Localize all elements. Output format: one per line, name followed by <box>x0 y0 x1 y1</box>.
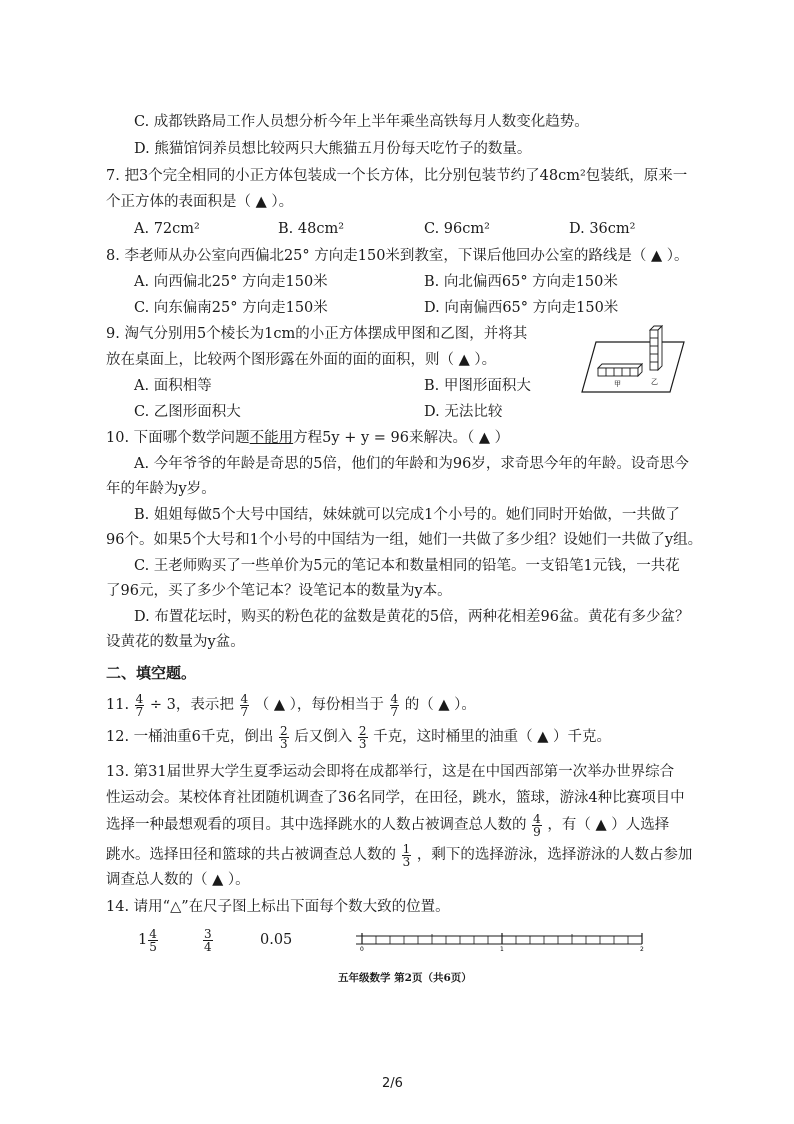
page-number: 2/6 <box>382 1076 403 1091</box>
q7-stem: 7. 把3个完全相同的小正方体包装成一个长方体，比分别包装节约了48cm²包装纸，原来一 <box>106 168 688 184</box>
q12-f1-den: 3 <box>280 736 288 751</box>
q10-option-b-cont: 96个。如果5个大号和1个小号的中国结为一组，她们一共做了多少组？设她们一共做了y组。 <box>106 532 703 548</box>
q12-f2-den: 3 <box>358 736 367 751</box>
jia-shape <box>598 364 642 376</box>
q13-f1-den: 9 <box>533 824 541 839</box>
q13-line-3 <box>106 810 669 840</box>
label-jia: 甲 <box>614 380 621 388</box>
q7-option-a: A. 72cm² <box>134 221 200 237</box>
q11-f1-num: 4 <box>135 691 144 706</box>
q12-fraction-1 <box>279 725 289 750</box>
q13-line-4-text: 跳水。选择田径和篮球的共占被调查总人数的 <box>106 847 396 863</box>
q8-option-a: A. 向西偏北25° 方向走150米 <box>134 274 328 290</box>
q10-option-b: B. 姐姐每做5个大号中国结，妹妹就可以完成1个小号的。她们同时开始做，一共做了 <box>134 507 680 523</box>
q11-fraction-1 <box>135 693 145 718</box>
q12-text-2: 后又倒入 <box>294 729 353 745</box>
q9-option-a: A. 面积相等 <box>134 378 212 394</box>
q10-option-a: A. 今年爷爷的年龄是奇思的5倍，他们的年龄和为96岁，求奇思今年的年龄。设奇思今 <box>134 456 689 472</box>
q13-line-4 <box>106 840 692 870</box>
q14-n2-den: 4 <box>204 939 212 954</box>
ruler-label: 2 <box>640 946 644 952</box>
q13-line-2: 性运动会。某校体育社团随机调查了36名同学，在田径，跳水，篮球，游泳4种比赛项目中 <box>106 790 685 806</box>
q13-f2-num: 1 <box>402 841 411 856</box>
q13-line-4-tail: ，剩下的选择游泳，选择游泳的人数占参加 <box>416 847 693 863</box>
q11 <box>106 690 476 720</box>
q11-f1-den: 7 <box>135 704 144 719</box>
q6-option-d: D. 熊猫馆饲养员想比较两只大熊猫五月份每天吃竹子的数量。 <box>134 141 532 157</box>
q10-stem-pre: 10. 下面哪个数学问题 <box>106 430 250 446</box>
q9-option-d: D. 无法比较 <box>424 404 503 420</box>
q14-number-2 <box>202 922 214 958</box>
q11-text-1: ÷ 3，表示把 <box>149 697 234 713</box>
q10-option-a-cont: 年的年龄为y岁。 <box>106 481 216 497</box>
ruler-label: 1 <box>500 946 504 952</box>
q10-stem-underlined: 不能用 <box>249 430 294 446</box>
q11-text-2: （ ▲ ），每份相当于 <box>254 697 384 713</box>
ruler-label: 0 <box>360 946 364 952</box>
q12 <box>106 722 611 752</box>
q10-stem <box>106 428 509 448</box>
q10-option-d: D. 布置花坛时，购买的粉色花的盆数是黄花的5倍，两种花相差96盆。黄花有多少盆？ <box>134 609 690 625</box>
q10-stem-post: 方程5y + y = 96来解决。（ ▲ ） <box>293 430 510 446</box>
q11-f2-num: 4 <box>240 691 249 706</box>
q7-stem-cont: 个正方体的表面积是（ ▲ ）。 <box>106 194 294 210</box>
q9-stem: 9. 淘气分别用5个棱长为1cm的小正方体摆成甲图和乙图，并将其 <box>106 326 528 342</box>
q9-stem-cont: 放在桌面上，比较两个图形露在外面的面的面积，则（ ▲ ）。 <box>106 352 497 368</box>
q6-option-c: C. 成都铁路局工作人员想分析今年上半年乘坐高铁每月人数变化趋势。 <box>134 114 589 130</box>
q13-fraction-1 <box>532 813 542 838</box>
q14-ruler <box>352 930 644 952</box>
q12-text-1: 12. 一桶油重6千克，倒出 <box>106 729 274 745</box>
q13-line-5: 调查总人数的（ ▲ ）。 <box>106 872 250 888</box>
q14-number-1 <box>138 922 159 958</box>
q8-stem: 8. 李老师从办公室向西偏北25° 方向走150米到教室，下课后他回办公室的路线是（ ▲ ）。 <box>106 248 689 264</box>
q10-option-c-cont: 了96元，买了多少个笔记本？设笔记本的数量为y本。 <box>106 583 452 599</box>
q8-option-c: C. 向东偏南25° 方向走150米 <box>134 300 328 316</box>
q14-stem: 14. 请用“△”在尺子图上标出下面每个数大致的位置。 <box>106 899 450 915</box>
q14-n2-fraction <box>203 928 213 953</box>
q12-fraction-2 <box>358 725 368 750</box>
q14-n2-num: 3 <box>204 926 212 941</box>
q11-f2-den: 7 <box>240 704 249 719</box>
q13-fraction-2 <box>402 843 412 868</box>
q11-fraction-2 <box>240 693 250 718</box>
q14-n1-fraction <box>148 928 158 953</box>
q12-f1-num: 2 <box>280 723 288 738</box>
q12-f2-num: 2 <box>358 723 367 738</box>
q13-f2-den: 3 <box>402 854 411 869</box>
q14-n1-num: 4 <box>149 926 157 941</box>
q7-option-d: D. 36cm² <box>569 221 636 237</box>
q8-option-d: D. 向南偏西65° 方向走150米 <box>424 300 619 316</box>
q9-option-c: C. 乙图形面积大 <box>134 404 241 420</box>
q11-f3-num: 4 <box>390 691 399 706</box>
q14-n1-den: 5 <box>149 939 157 954</box>
q9-cube-figure <box>578 324 688 396</box>
q11-fraction-3 <box>390 693 400 718</box>
q13-line-3-tail: ，有（ ▲ ）人选择 <box>547 817 670 833</box>
q11-text-3: 的（ ▲ ）。 <box>404 697 476 713</box>
q7-option-b: B. 48cm² <box>278 221 345 237</box>
q11-number: 11. <box>106 697 130 713</box>
q14-number-3: 0.05 <box>260 932 293 948</box>
q13-line-3-text: 选择一种最想观看的项目。其中选择跳水的人数占被调查总人数的 <box>106 817 527 833</box>
q11-f3-den: 7 <box>390 704 399 719</box>
q8-option-b: B. 向北偏西65° 方向走150米 <box>424 274 618 290</box>
q14-n1-whole: 1 <box>138 932 148 948</box>
page-footer: 五年级数学 第2页（共6页） <box>338 972 472 984</box>
q7-option-c: C. 96cm² <box>424 221 490 237</box>
q9-option-b: B. 甲图形面积大 <box>424 378 531 394</box>
q13-line-1: 13. 第31届世界大学生夏季运动会即将在成都举行，这是在中国西部第一次举办世界综合 <box>106 764 675 780</box>
label-yi: 乙 <box>651 378 658 386</box>
q10-option-d-cont: 设黄花的数量为y盆。 <box>106 634 245 650</box>
yi-shape <box>650 326 662 370</box>
q13-f1-num: 4 <box>533 811 541 826</box>
section-2-title: 二、填空题。 <box>106 664 197 682</box>
q10-option-c: C. 王老师购买了一些单价为5元的笔记本和数量相同的铅笔。一支铅笔1元钱，一共花 <box>134 558 680 574</box>
q12-text-3: 千克，这时桶里的油重（ ▲ ）千克。 <box>373 729 611 745</box>
